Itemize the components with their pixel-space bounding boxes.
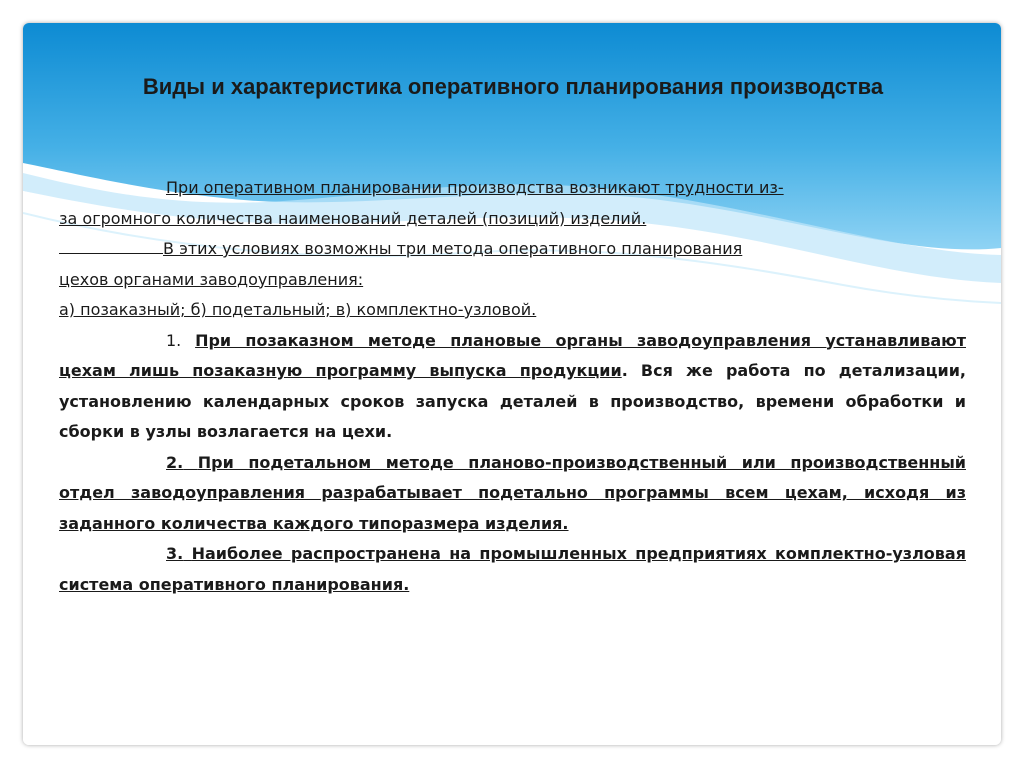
slide-body [59,173,966,600]
method-3-number: 3. [166,544,184,563]
methods-list: а) позаказный; б) подетальный; в) комплектно-узловой. [59,300,537,319]
underline-spacer [59,239,163,254]
paragraph-conditions [59,234,966,265]
conditions-line-2: цехов органами заводоуправления: [59,269,364,289]
method-1-number: 1. [166,330,182,350]
slide-title: Виды и характеристика оперативного планирования производства [142,74,884,99]
method-1-rest: . Вся же работа по детализации, установлению календарных сроков запуска деталей в производство, времени обработки и сборки в узлы возлагается на цехи. [59,361,966,441]
method-1-paragraph [59,326,966,448]
conditions-line-1: В этих условиях возможны три метода оперативного планирования [163,239,743,258]
method-2-number: 2. [166,452,184,472]
intro-line-2: за огромного количества наименований деталей (позиций) изделий. [59,208,647,228]
method-3-text: Наиболее распространена на промышленных предприятиях комплектно-узловая система оперативного планирования. [59,544,966,594]
paragraph-intro [59,173,966,204]
intro-line-1: При оперативном планировании производства возникают трудности из- [166,178,784,197]
method-2-text: При подетальном методе планово-производственный или производственный отдел заводоуправления разрабатывает подетально программы всем цехам, исходя из заданного количества каждого типоразмера изделия. [59,452,966,533]
slide [23,23,1001,745]
method-2-paragraph [59,448,966,540]
method-1-emphasis: При позаказном методе плановые органы заводоуправления устанавливают цехам лишь позаказную программу выпуска продукции [59,330,966,380]
method-3-paragraph [59,539,966,600]
